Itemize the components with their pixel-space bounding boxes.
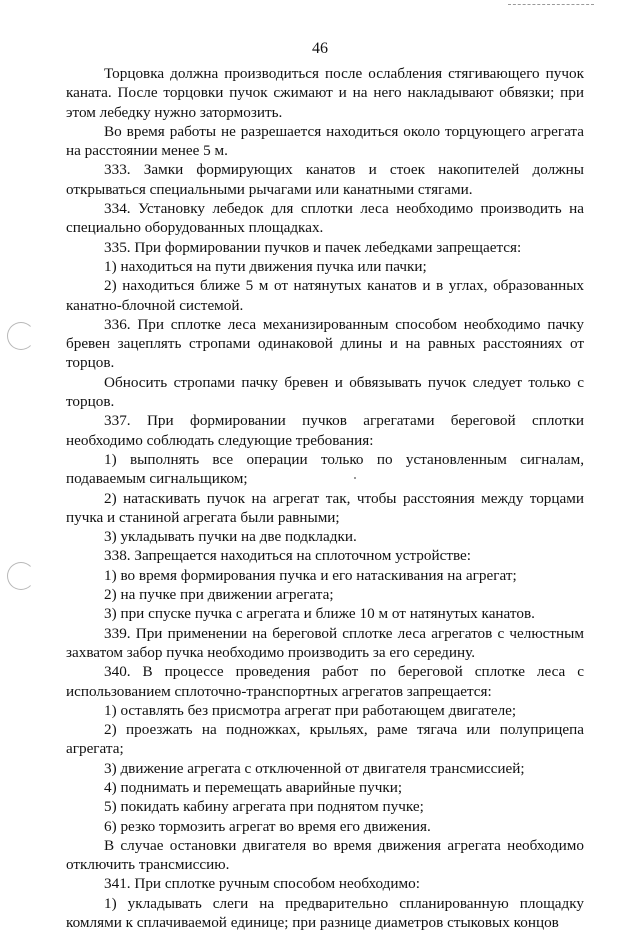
list-item: 6) резко тормозить агрегат во время его движения. <box>104 817 431 835</box>
list-item: 3) укладывать пучки на две подкладки. <box>104 528 357 546</box>
list-item: 2) проезжать на подножках, крыльях, раме тягача или полуприцепа агрегата; <box>66 721 584 758</box>
list-item: 5) покидать кабину агрегата при поднятом пучке; <box>104 798 424 816</box>
list-item: 3) движение агрегата с отключенной от двигателя трансмиссией; <box>104 759 525 777</box>
list-item: 2) на пучке при движении агрегата; <box>104 586 334 604</box>
list-item: 3) при спуске пучка с агрегата и ближе 10 м от натянутых канатов. <box>104 605 535 623</box>
paragraph: 335. При формировании пучков и пачек лебедками запрещается: <box>104 238 522 256</box>
paragraph: 341. При сплотке ручным способом необходимо: <box>104 875 420 893</box>
page-number: 46 <box>312 40 328 57</box>
paragraph: 336. При сплотке леса механизированным способом необходимо пачку бревен зацеплять стропами одинаковой длины и на равных расстояниях от торцов. <box>66 315 584 372</box>
paragraph: 339. При применении на береговой сплотке леса агрегатов с челюстным захватом забор пучка необходимо производить за его середину. <box>66 624 584 661</box>
paragraph: 337. При формировании пучков агрегатами береговой сплотки необходимо соблюдать следующие требования: <box>66 412 584 449</box>
list-item: 2) натаскивать пучок на агрегат так, чтобы расстояния между торцами пучка и станиной агрегата были равными; <box>66 489 584 526</box>
paragraph: Во время работы не разрешается находиться около торцующего агрегата на расстоянии менее 5 м. <box>66 122 584 160</box>
list-item: 1) укладывать слеги на предварительно спланированную площадку комлями к сплачиваемой единице; при разнице диаметров стыковых концов <box>66 894 584 932</box>
punch-hole-mark <box>7 322 35 350</box>
document-body <box>66 64 584 932</box>
list-item: 1) выполнять все операции только по установленным сигналам, подаваемым сигнальщиком; <box>66 450 584 488</box>
list-item: 1) во время формирования пучка и его натаскивания на агрегат; <box>104 566 517 584</box>
paragraph: 333. Замки формирующих канатов и стоек накопителей должны открываться специальными рычагами или канатными стягами. <box>66 161 584 198</box>
paragraph: 340. В процессе проведения работ по береговой сплотке леса с использованием сплоточно-транспортных агрегатов запрещается: <box>66 663 584 700</box>
paragraph: Торцовка должна производиться после ослабления стягивающего пучок каната. После торцовки пучок сжимают и на него накладывают обвязки; при этом лебедку нужно затормозить. <box>66 65 584 121</box>
paragraph: 338. Запрещается находиться на сплоточном устройстве: <box>104 547 472 565</box>
paragraph: Обносить стропами пачку бревен и обвязывать пучок следует только с торцов. <box>66 373 584 411</box>
list-item: 1) находиться на пути движения пучка или пачки; <box>104 257 427 275</box>
paragraph: 334. Установку лебедок для сплотки леса необходимо производить на специально оборудованных площадках. <box>66 200 584 237</box>
punch-hole-mark <box>7 562 35 590</box>
list-item: 1) оставлять без присмотра агрегат при работающем двигателе; <box>104 701 517 719</box>
list-item: 2) находиться ближе 5 м от натянутых канатов и в углах, образованных канатно-блочной системой. <box>66 277 584 314</box>
scan-edge-mark <box>508 4 594 5</box>
paragraph: В случае остановки двигателя во время движения агрегата необходимо отключить трансмиссию. <box>66 836 584 874</box>
list-item: 4) поднимать и перемещать аварийные пучки; <box>104 778 403 796</box>
